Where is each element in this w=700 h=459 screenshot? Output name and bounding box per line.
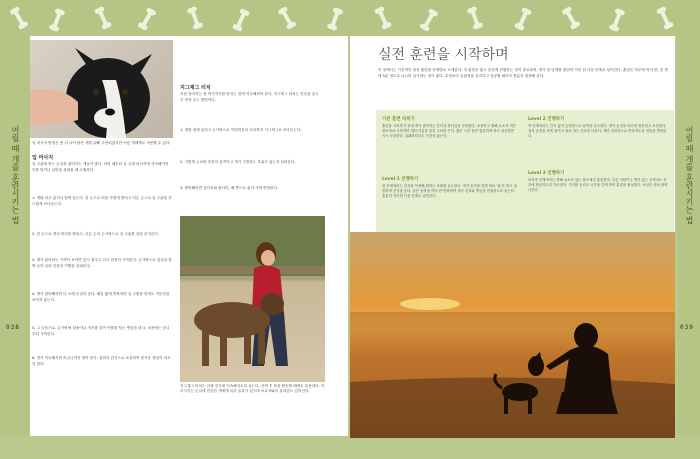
bone-icon	[609, 8, 626, 32]
bone-icon	[94, 6, 112, 30]
box-heading: Level 3 진행하기	[528, 171, 565, 176]
bone-icon	[374, 6, 392, 30]
bottom-caption: 지그재그 터치는 신체 검사에 익숙해지도록 돕는다. 산책 후 몸을 확인할 때에도 유용하다. 이 마사지는 손길에 민감한 개에게 특히 효과가 있으며 보호자와의 유대감도 깊어진다.	[180, 384, 325, 393]
bone-icon	[49, 8, 66, 32]
bone-icon	[187, 6, 204, 30]
zigzag-intro: 어린 강아지는 몸 여기저기를 만지는 것에 익숙해져야 한다. 지그재그 터치는 전신을 골고루 만져 주는 방법이다.	[180, 92, 319, 102]
left-side-label: 어릴 때 개를 훈련시키는 법	[11, 126, 20, 225]
bone-icon	[467, 6, 484, 30]
right-margin	[678, 36, 700, 436]
training-levels-box	[376, 110, 674, 234]
bone-icon	[419, 8, 439, 32]
bone-pattern-header	[0, 0, 700, 36]
right-page-number: 039	[680, 324, 694, 331]
silhouette-illustration	[350, 232, 675, 438]
zigzag-step: 2. 가볍게 누르며 천천히 움직이고 개가 긴장하는 부위가 있는지 살펴본다.	[180, 160, 296, 164]
dog-face-illustration	[30, 40, 173, 138]
mouth-massage-step: 3. 개가 싫어하는 기색이 보이면 잠시 멈추고 다시 천천히 시작한다. 손가락으로 입술을 살짝 들어 올려 잇몸과 이빨을 살펴본다.	[32, 258, 172, 268]
mouth-massage-step: 2. 한 손으로 개의 머리를 받치고, 다른 손의 손가락으로 입 주위를 살살 문지른다.	[32, 232, 160, 236]
right-page	[350, 36, 675, 436]
bone-icon	[137, 7, 157, 31]
box-text: 마지막 단계에서는 방해 요소가 있는 장소에서 훈련한다. 다른 사람이나 개가 있는 곳에서도 신호에 반응하도록 가르친다. 거리를 늘리고 시간을 길게 하여 훈련을 완성한다. 보상은 점차 줄여 나간다.	[528, 178, 668, 193]
left-margin	[0, 36, 30, 436]
page-title: 실전 훈련을 시작하며	[378, 47, 509, 63]
mouth-massage-intro: 입 주위에 닿는 손길을 싫어하는 개들이 많다. 어릴 때부터 입 주변 마사지에 익숙해지면 이를 닦거나 입안을 살펴볼 때 수월하다.	[32, 162, 169, 172]
box-heading: Level 2 진행하기	[528, 117, 565, 122]
mouth-massage-step: 4. 개가 편안해하면 더 오래 문질러 준다. 매일 짧게 반복하면 입 주변을 만져도 거부감을 보이지 않는다.	[32, 292, 170, 302]
bone-icon	[656, 6, 674, 30]
bone-icon	[514, 7, 532, 31]
mouth-massage-step: 1. 개와 마주 앉거나 옆에 앉는다. 한 손으로 턱을 가볍게 받치고 다른 손으로 입 주위를 부드럽게 쓰다듬는다.	[32, 196, 172, 206]
right-side-label: 어릴 때 개를 훈련시키는 법	[685, 126, 694, 225]
mouth-massage-heading: 입 마사지	[32, 155, 54, 161]
bone-icon	[561, 6, 581, 30]
zigzag-heading: 지그재그 터치	[180, 85, 211, 91]
box-text: 이 단계에서는 간식 없이 손짓만으로 동작을 유도한다. 개가 손짓을 따르면 칭찬하고 보상한다. 점차 손짓을 작게 줄이고 말로 하는 신호를 더한다. 개가 신호만으로 반응하도록 연습을 반복한다.	[528, 124, 667, 139]
left-page-number: 038	[6, 324, 20, 331]
bone-icon	[9, 6, 29, 30]
box-heading: Level 1 진행하기	[382, 177, 419, 182]
mouth-massage-step: 5. 그 다음으로, 손가락에 칫솔이나 거즈를 감아 이빨을 닦는 연습을 한다. 처음에는 앞니부터 시작한다.	[32, 326, 170, 336]
bone-icon	[277, 6, 297, 30]
box-heading: 기본 훈련 익히기	[382, 117, 415, 122]
box-text: 훈련을 시작하기 전에 개가 좋아하는 간식과 장난감을 준비한다. 조용하고 방해 요소가 적은 장소에서 시작하며 개의 이름을 불러 주의를 끈다. 짧은 시간 동안 집중하게 하고 성공하면 즉시 보상한다. 실패하더라도 꾸짖지 않는다.	[382, 124, 517, 139]
box-text: 첫 단계에서는 간식을 이용해 원하는 자세를 유도한다. 개가 동작을 하면 바로 '옳지' 하고 칭찬하며 간식을 준다. 같은 동작을 여러 번 반복하여 개가 신호와 행동을 연결하도록 돕는다. 충분히 익히면 다음 단계로 넘어간다.	[382, 184, 517, 199]
sunset-beach-photo	[350, 232, 675, 438]
woman-with-mastiff-photo	[180, 216, 325, 382]
zigzag-step: 3. 편안해하면 앞다리와 뒷다리, 배 쪽으로 옮겨 가며 반복한다.	[180, 186, 279, 190]
bone-icon	[327, 7, 344, 31]
photo-caption: 입 마사지 방법은 좀 더 나이 많은 개를 위해 고안되었지만 어린 개에게도 적용할 수 있다.	[32, 141, 171, 145]
left-page	[30, 36, 348, 436]
zigzag-step: 1. 개를 옆에 앉히고 손가락으로 목덜미부터 꼬리까지 지그재그로 쓰다듬는다.	[180, 128, 302, 132]
intro-paragraph: 이 장에서는 기본적인 복종 훈련을 단계별로 소개한다. 각 훈련은 짧고 즐겁게 진행하는 것이 중요하며, 개가 한 단계를 완전히 익힌 뒤 다음 단계로 넘어간다. 훈련은 하루에 여러 번, 한 번에 5분 정도로 나누어 실시하는 것이 좋다. 무엇보다 일관성을 유지하고 성공할 때마다 충분히 칭찬해 준다.	[378, 68, 668, 78]
bone-icon	[232, 8, 250, 32]
mouth-massage-step: 6. 개가 익숙해지면 어금니까지 닦아 준다. 칭찬과 간식으로 보상하여 즐거운 경험이 되도록 한다.	[32, 356, 171, 366]
training-scene-illustration	[180, 216, 325, 382]
border-collie-photo	[30, 40, 173, 138]
